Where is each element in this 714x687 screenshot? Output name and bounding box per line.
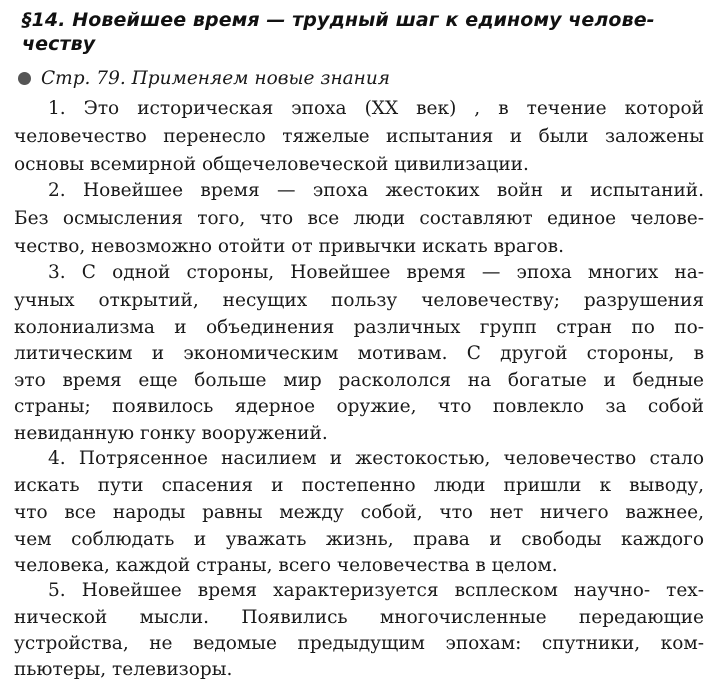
paragraph-3-line-3: колониализма и объединения различных групп стран по по- [14, 317, 704, 338]
paragraph-3-line-7: невиданную гонку вооружений. [14, 423, 328, 444]
paragraph-3-line-1: 3. С одной стороны, Новейшее время — эпоха многих на- [48, 262, 704, 283]
paragraph-3-line-5: это время еще больше мир раскололся на богатые и бедные [14, 370, 704, 391]
section-heading-line-2: честву [22, 33, 96, 55]
paragraph-2-line-2: Без осмысления того, что все люди составляют единое челове- [14, 208, 704, 229]
paragraph-5-line-2: нической мысли. Появились многочисленные передающие [14, 607, 704, 628]
paragraph-4-line-2: искать пути спасения и постепенно люди пришли к выводу, [14, 475, 704, 496]
paragraph-3-line-6: страны; появилось ядерное оружие, что повлекло за собой [14, 396, 704, 417]
paragraph-4-line-4: чем соблюдать и уважать жизнь, права и свободы каждого [14, 529, 704, 550]
paragraph-4-line-5: человека, каждой страны, всего человечества в целом. [14, 555, 558, 576]
paragraph-3-line-4: литическим и экономическим мотивам. С другой стороны, в [14, 343, 704, 364]
section-heading-line-1: §14. Новейшее время — трудный шаг к единому челове- [22, 9, 655, 31]
bullet-circle-icon [18, 72, 31, 85]
paragraph-4-line-1: 4. Потрясенное насилием и жестокостью, человечество стало [48, 448, 704, 469]
paragraph-2-line-3: чество, невозможно отойти от привычки искать врагов. [14, 236, 564, 257]
paragraph-1-line-2: человечество перенесло тяжелые испытания и были заложены [14, 126, 704, 147]
paragraph-4-line-3: что все народы равны между собой, что нет ничего важнее, [14, 502, 704, 523]
exercise-subheading [18, 66, 390, 90]
paragraph-3-line-2: учных открытий, несущих пользу человечеству; разрушения [14, 290, 704, 311]
paragraph-5-line-3: устройства, не ведомые предыдущим эпохам: спутники, ком- [14, 633, 704, 654]
paragraph-1-line-1: 1. Это историческая эпоха (XX век) , в течение которой [48, 98, 704, 119]
paragraph-5-line-4: пьютеры, телевизоры. [14, 659, 233, 680]
exercise-subheading-text: Стр. 79. Применяем новые знания [41, 67, 391, 89]
paragraph-5-line-1: 5. Новейшее время характеризуется всплеском научно- тех- [48, 580, 704, 601]
section-heading [22, 8, 702, 56]
paragraph-1-line-3: основы всемирной общечеловеческой цивилизации. [14, 154, 529, 175]
paragraph-2-line-1: 2. Новейшее время — эпоха жестоких войн и испытаний. [48, 180, 704, 201]
